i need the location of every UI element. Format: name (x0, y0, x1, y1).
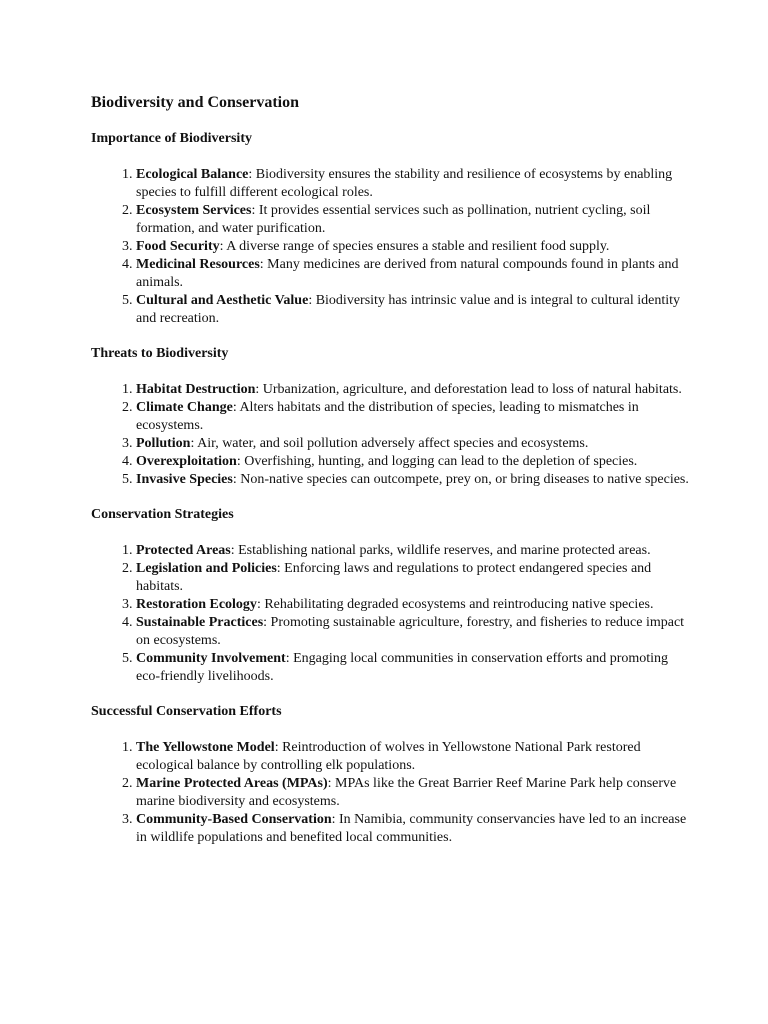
item-term: Pollution (136, 436, 191, 451)
item-term: Community-Based Conservation (136, 812, 332, 827)
importance-list (91, 166, 691, 328)
item-text: : In Namibia, community conservancies have led to an increase in wildlife populations and benefited local communities. (136, 812, 687, 845)
item-text: : Non-native species can outcompete, prey on, or bring diseases to native species. (232, 472, 689, 487)
document-title: Biodiversity and Conservation (91, 94, 300, 111)
item-text: : Enforcing laws and regulations to protect endangered species and habitats. (136, 561, 652, 594)
item-term: Food Security (136, 239, 220, 254)
list-item (136, 292, 691, 328)
item-text: : Air, water, and soil pollution adversely affect species and ecosystems. (190, 436, 589, 451)
section-heading-successes: Successful Conservation Efforts (91, 704, 282, 719)
item-term: Sustainable Practices (136, 615, 264, 630)
list-item (136, 560, 691, 596)
list-item (136, 775, 691, 811)
successes-list (91, 739, 691, 847)
list-item (136, 739, 691, 775)
item-term: Cultural and Aesthetic Value (136, 293, 309, 308)
item-term: The Yellowstone Model (136, 740, 275, 755)
item-term: Restoration Ecology (136, 597, 257, 612)
list-item (136, 811, 691, 847)
list-item (136, 542, 691, 560)
item-text: : It provides essential services such as pollination, nutrient cycling, soil formation, and water purification. (136, 203, 651, 236)
item-term: Medicinal Resources (136, 257, 260, 272)
item-term: Invasive Species (136, 472, 233, 487)
item-text: : Biodiversity ensures the stability and resilience of ecosystems by enabling species to fulfill different ecological roles. (136, 167, 673, 200)
section-heading-threats: Threats to Biodiversity (91, 346, 229, 361)
list-item (136, 650, 691, 686)
list-item (136, 435, 691, 453)
item-term: Habitat Destruction (136, 382, 256, 397)
item-text: : Urbanization, agriculture, and deforestation lead to loss of natural habitats. (255, 382, 682, 397)
list-item (136, 381, 691, 399)
list-item (136, 202, 691, 238)
item-text: : A diverse range of species ensures a stable and resilient food supply. (219, 239, 610, 254)
document-page (91, 93, 691, 864)
item-term: Ecological Balance (136, 167, 249, 182)
strategies-list (91, 542, 691, 686)
item-term: Marine Protected Areas (MPAs) (136, 776, 328, 791)
item-term: Protected Areas (136, 543, 231, 558)
section-heading-importance: Importance of Biodiversity (91, 131, 252, 146)
section-heading-strategies: Conservation Strategies (91, 507, 234, 522)
item-term: Climate Change (136, 400, 233, 415)
item-text: : Engaging local communities in conservation efforts and promoting eco-friendly livelihoods. (136, 651, 669, 684)
item-text: : Many medicines are derived from natural compounds found in plants and animals. (136, 257, 679, 290)
list-item (136, 399, 691, 435)
list-item (136, 166, 691, 202)
item-term: Community Involvement (136, 651, 286, 666)
item-text: : MPAs like the Great Barrier Reef Marine Park help conserve marine biodiversity and ecosystems. (136, 776, 677, 809)
list-item (136, 614, 691, 650)
item-term: Ecosystem Services (136, 203, 252, 218)
list-item (136, 453, 691, 471)
item-text: : Reintroduction of wolves in Yellowstone National Park restored ecological balance by controlling elk populations. (136, 740, 641, 773)
list-item (136, 471, 691, 489)
item-term: Overexploitation (136, 454, 237, 469)
list-item (136, 596, 691, 614)
item-text: : Rehabilitating degraded ecosystems and reintroducing native species. (256, 597, 654, 612)
item-text: : Alters habitats and the distribution of species, leading to mismatches in ecosystems. (136, 400, 639, 433)
item-text: : Promoting sustainable agriculture, forestry, and fisheries to reduce impact on ecosystems. (136, 615, 685, 648)
item-term: Legislation and Policies (136, 561, 277, 576)
item-text: : Overfishing, hunting, and logging can lead to the depletion of species. (236, 454, 638, 469)
list-item (136, 238, 691, 256)
list-item (136, 256, 691, 292)
threats-list (91, 381, 691, 489)
item-text: : Biodiversity has intrinsic value and is integral to cultural identity and recreation. (136, 293, 681, 326)
item-text: : Establishing national parks, wildlife reserves, and marine protected areas. (230, 543, 651, 558)
